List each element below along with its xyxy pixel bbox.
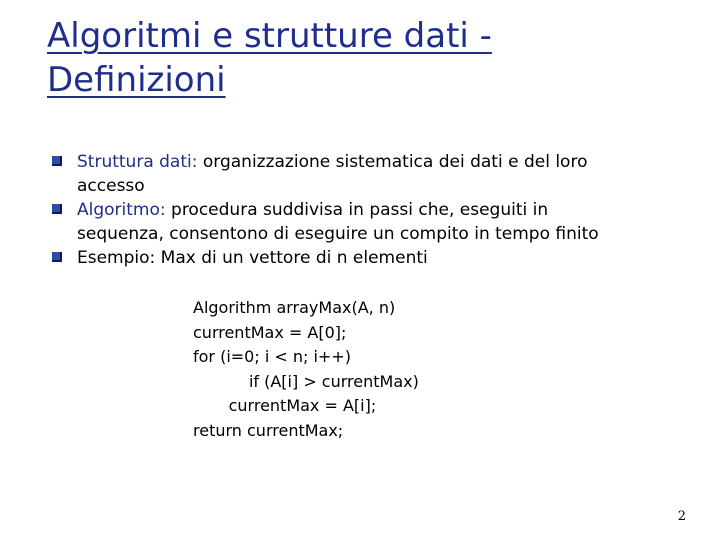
code-line: Algorithm arrayMax(A, n): [193, 298, 396, 317]
bullet-text: procedura suddivisa in passi che, eseguiti in: [165, 200, 549, 220]
bullet-esempio: [52, 246, 692, 270]
bullet-term: Algoritmo:: [77, 200, 166, 220]
bullet-term: Struttura dati:: [77, 152, 198, 172]
square-bullet-icon: [52, 204, 62, 214]
slide-title: [47, 14, 687, 102]
bullet-text: organizzazione sistematica dei dati e del loro: [197, 152, 588, 172]
bullet-text: Esempio: Max di un vettore di n elementi: [77, 248, 428, 268]
bullet-algoritmo: [52, 198, 692, 246]
code-line: for (i=0; i < n; i++): [193, 347, 351, 366]
code-line: if (A[i] > currentMax): [193, 371, 419, 391]
code-line: currentMax = A[0];: [193, 322, 347, 342]
title-line-2: Definizioni: [47, 60, 226, 100]
code-line: return currentMax;: [193, 420, 344, 440]
bullet-text-continuation: sequenza, consentono di eseguire un compito in tempo finito: [77, 224, 599, 244]
square-bullet-icon: [52, 252, 62, 262]
pseudocode-block: [193, 296, 419, 443]
bullet-text-continuation: accesso: [77, 176, 145, 196]
square-bullet-icon: [52, 156, 62, 166]
bullet-struttura-dati: [52, 150, 692, 198]
page-number: 2: [677, 509, 686, 524]
bullet-list: [52, 150, 692, 270]
code-line: currentMax = A[i];: [193, 396, 377, 415]
title-line-1: Algoritmi e strutture dati -: [47, 16, 492, 56]
